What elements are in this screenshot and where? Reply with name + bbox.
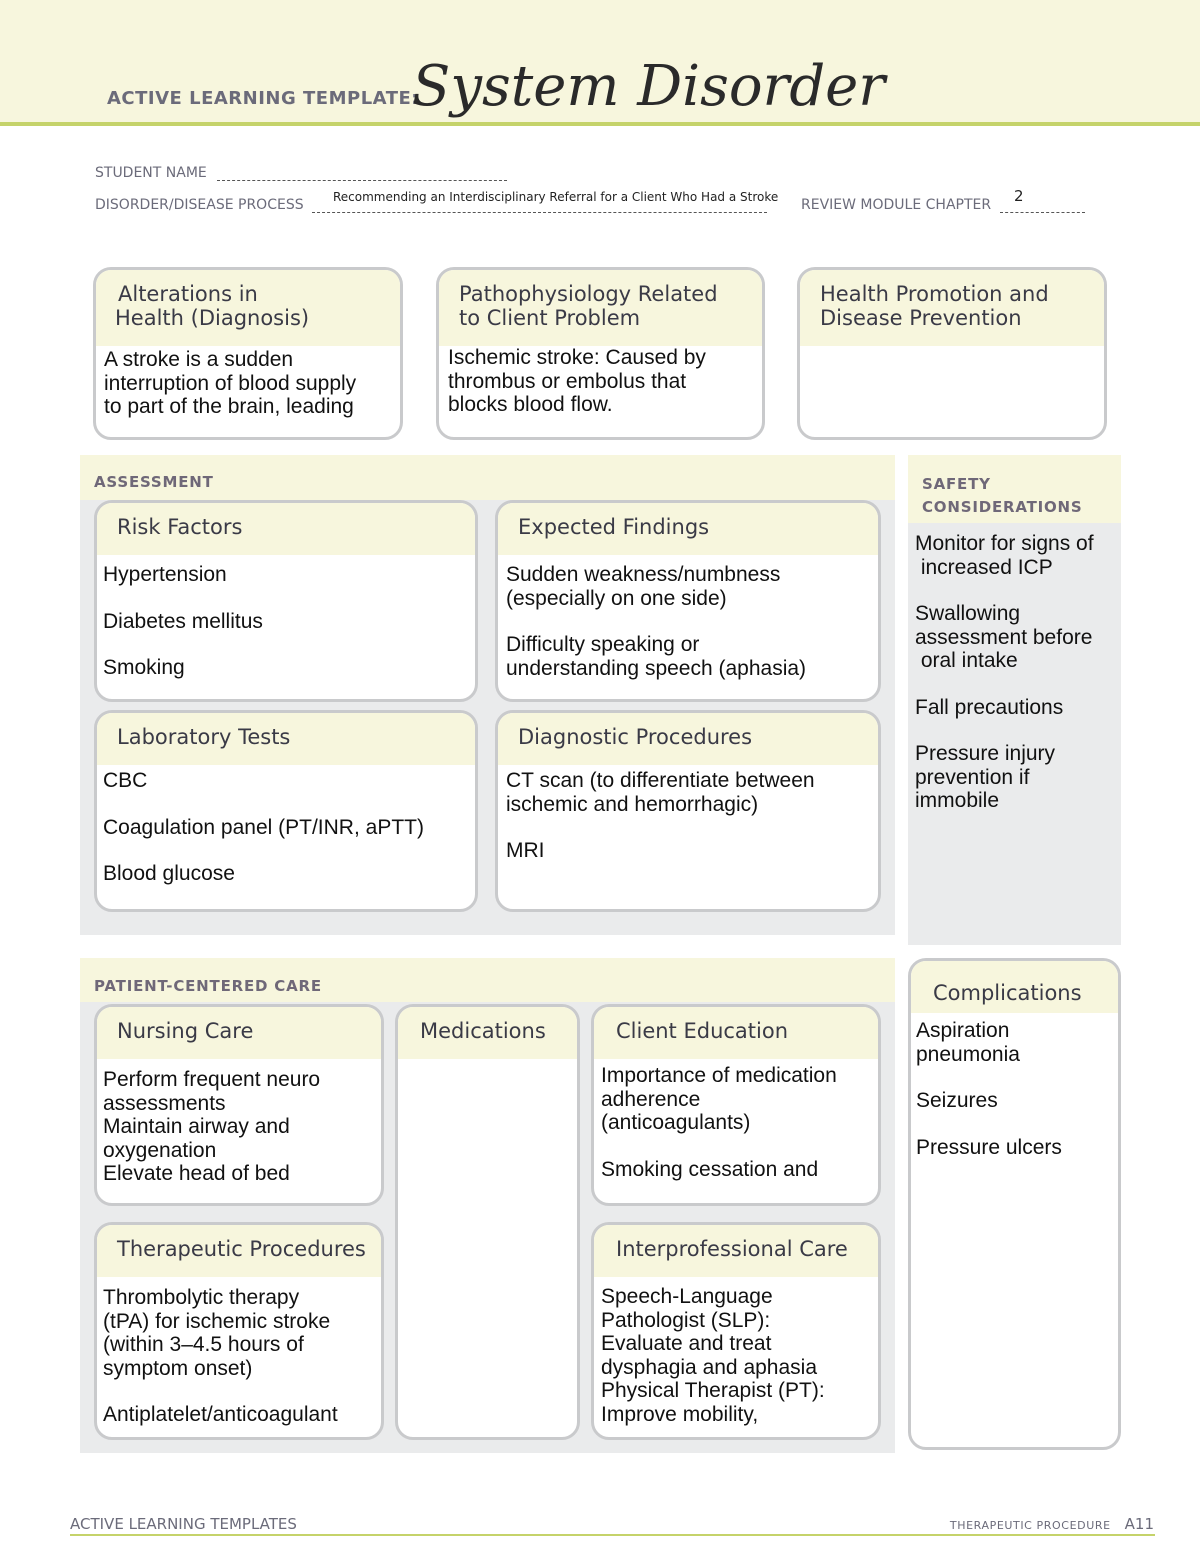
chapter-row	[801, 197, 1085, 213]
card-content: Sudden weakness/numbness (especially on one side) Difficulty speaking or understanding speech (aphasia)	[506, 563, 807, 680]
header-rule	[0, 122, 1200, 126]
card-medications	[395, 1004, 580, 1440]
student-name-field[interactable]	[217, 165, 507, 181]
card-content: Speech-Language Pathologist (SLP): Evaluate and treat dysphagia and aphasia Physical Therapist (PT): Improve mobility,	[601, 1285, 825, 1426]
card-client-education	[591, 1004, 881, 1206]
card-content[interactable]	[398, 1059, 577, 1067]
card-nursing-care	[94, 1004, 384, 1206]
chapter-label: REVIEW MODULE CHAPTER	[801, 197, 992, 213]
card-title: Diagnostic Procedures	[498, 713, 878, 765]
footer-rule	[70, 1534, 1155, 1536]
card-title: Medications	[398, 1007, 577, 1059]
disorder-value: Recommending an Interdisciplinary Referral for a Client Who Had a Stroke	[333, 190, 779, 204]
card-content: Importance of medication adherence (anticoagulants) Smoking cessation and	[601, 1064, 837, 1181]
student-name-label: STUDENT NAME	[95, 165, 207, 181]
card-expected-findings	[495, 500, 881, 702]
card-content: Thrombolytic therapy (tPA) for ischemic stroke (within 3–4.5 hours of symptom onset) Antiplatelet/anticoagulant	[103, 1286, 338, 1426]
template-title: System Disorder	[412, 54, 886, 119]
card-title: Client Education	[594, 1007, 878, 1059]
card-title: Interprofessional Care	[594, 1225, 878, 1277]
safety-content: Monitor for signs of increased ICP Swallowing assessment before oral intake Fall precautions Pressure injury prevention if immobile	[915, 532, 1094, 812]
card-title: Health Promotion and Disease Prevention	[800, 270, 1104, 346]
assessment-label: ASSESSMENT	[94, 473, 214, 491]
student-name-row	[95, 165, 507, 181]
card-title: Nursing Care	[97, 1007, 381, 1059]
card-laboratory-tests	[94, 710, 478, 912]
card-title: Laboratory Tests	[97, 713, 475, 765]
chapter-field[interactable]	[1000, 197, 1085, 213]
footer-title: ACTIVE LEARNING TEMPLATES	[70, 1515, 297, 1533]
footer-section: THERAPEUTIC PROCEDURE	[949, 1519, 1111, 1532]
card-title: Risk Factors	[97, 503, 475, 555]
card-content: Perform frequent neuro assessments Maintain airway and oxygenation Elevate head of bed	[103, 1068, 321, 1185]
card-interprofessional-care	[591, 1222, 881, 1440]
template-label: ACTIVE LEARNING TEMPLATE:	[107, 88, 419, 109]
page-number: A11	[1124, 1515, 1154, 1533]
card-complications	[908, 958, 1121, 1450]
card-title: Therapeutic Procedures	[97, 1225, 381, 1277]
disorder-label: DISORDER/DISEASE PROCESS	[95, 197, 304, 213]
card-content: A stroke is a sudden interruption of blood supply to part of the brain, leading	[104, 348, 357, 418]
patient-care-label: PATIENT-CENTERED CARE	[94, 977, 322, 995]
card-diagnostic-procedures	[495, 710, 881, 912]
card-health-promotion	[797, 267, 1107, 440]
card-content: CBC Coagulation panel (PT/INR, aPTT) Blood glucose	[103, 769, 424, 885]
card-content: Ischemic stroke: Caused by thrombus or embolus that blocks blood flow.	[448, 346, 706, 416]
card-therapeutic-procedures	[94, 1222, 384, 1440]
card-pathophysiology	[436, 267, 765, 440]
footer-page-info	[950, 1515, 1154, 1533]
card-title: Complications	[911, 961, 1118, 1013]
card-content[interactable]	[800, 346, 1104, 354]
card-title: Pathophysiology Related to Client Problem	[439, 270, 762, 346]
card-risk-factors	[94, 500, 478, 702]
safety-label: SAFETY CONSIDERATIONS	[922, 475, 1083, 516]
chapter-value: 2	[1014, 187, 1024, 205]
card-content: Aspiration pneumonia Seizures Pressure ulcers	[916, 1019, 1062, 1159]
card-title: Expected Findings	[498, 503, 878, 555]
card-title: Alterations in Health (Diagnosis)	[96, 270, 400, 346]
card-alterations-in-health	[93, 267, 403, 440]
card-content: CT scan (to differentiate between ischemic and hemorrhagic) MRI	[506, 769, 815, 862]
card-content: Hypertension Diabetes mellitus Smoking	[103, 563, 263, 679]
